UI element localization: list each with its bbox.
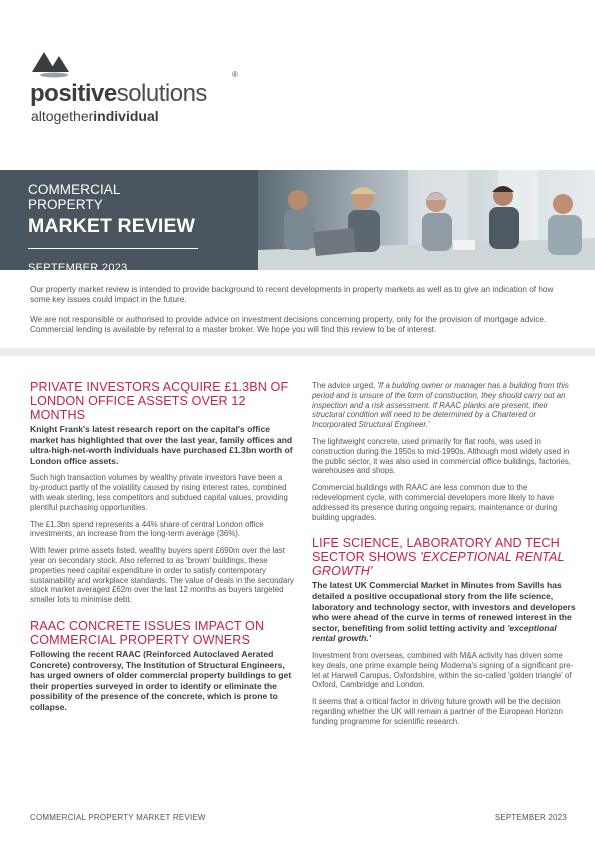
- right-column: [312, 381, 576, 727]
- intro-disclaimer: We are not responsible or authorised to provide advice on investment decisions concerning property, only for the provision of mortgage advice. Commercial lending is available by referral to a master broker. We hope you will find this review to be of interest.: [30, 315, 547, 334]
- article-heading-investors: PRIVATE INVESTORS ACQUIRE £1.3BN OF LONDON OFFICE ASSETS OVER 12 MONTHS: [30, 380, 289, 422]
- article-paragraph-quote: [312, 381, 576, 430]
- banner-text: [28, 180, 198, 270]
- meeting-photo: [258, 170, 595, 270]
- brand-wordmark: [30, 80, 207, 108]
- article-paragraph: The £1.3bn spend represents a 44% share of central London office investments, an increase from the long-term average (36%).: [30, 519, 264, 539]
- logo-mark-icon: [32, 52, 78, 78]
- article-lead-life-science: [312, 580, 576, 644]
- article-paragraph: The lightweight concrete, used primarily for flat roofs, was used in construction during the 1950s to mid-1990s. Although most widely used in the public sector, it was also used in commercial office buildings, factories, warehouses and shops.: [312, 436, 572, 476]
- article-heading-life-science: [312, 536, 576, 578]
- article-lead-investors: Knight Frank's latest research report on the capital's office market has highlighted that over the last year, family offices and ultra-high-net-worth individuals have purchased £1.3bn worth of London office assets.: [30, 424, 293, 466]
- page-footer: [30, 813, 567, 822]
- heading-emphasis: 'EXCEPTIONAL RENTAL GROWTH': [312, 550, 565, 579]
- article-paragraph: Such high transaction volumes by wealthy private investors have been a by-product partly of the volatility caused by rising interest rates, combined with weak sterling, less competitors and subdued capital values, providing plentiful purchasing opportunities.: [30, 473, 288, 512]
- brand-name-bold: positive: [30, 80, 117, 107]
- tagline-bold: individual: [93, 108, 159, 124]
- registered-mark: ®: [232, 70, 238, 79]
- title-banner: [0, 170, 595, 270]
- banner-title: MARKET REVIEW: [28, 215, 196, 237]
- quote-prefix: The advice urged,: [312, 381, 378, 390]
- intro-text: [30, 285, 570, 335]
- brand-tagline: [31, 108, 159, 124]
- article-lead-raac: Following the recent RAAC (Reinforced Autoclaved Aerated Concrete) controversy, The Institution of Structural Engineers, has urged owners of older commercial property buildings to get their properties surveyed in order to identify or eliminate the possibility of the presence of the concrete, which is prone to collapse.: [30, 648, 292, 712]
- banner-date: SEPTEMBER 2023: [28, 262, 128, 270]
- footer-date: SEPTEMBER 2023: [494, 813, 567, 822]
- tagline-light: altogether: [31, 108, 94, 124]
- article-paragraph: Commercial buildings with RAAC are less common due to the redevelopment cycle, with commercial developers more likely to have addressed its presence during ongoing repairs, maintenance or during building upgrades.: [312, 483, 558, 522]
- article-paragraph: It seems that a critical factor in driving future growth will be the decision regarding whether the UK will remain a partner of the European Horizon funding programme for scientific research.: [312, 697, 563, 726]
- left-column: [30, 380, 294, 713]
- article-heading-raac: RAAC CONCRETE ISSUES IMPACT ON COMMERCIAL PROPERTY OWNERS: [30, 618, 265, 647]
- brand-name-light: solutions: [116, 80, 207, 107]
- lead-emphasis: 'exceptional rental growth.': [312, 622, 557, 644]
- intro-paragraph: Our property market review is intended to provide background to recent developments in property markets as well as to give an indication of how some key issues could impact in the future.: [30, 285, 554, 304]
- banner-divider: [28, 248, 198, 249]
- section-divider: [0, 348, 595, 356]
- quote-text: 'If a building owner or manager has a building from this period and is unsure of the form of construction, they should carry out an inspection and a risk assessment. If RAAC planks are present, their structural condition will need to be determined by a Chartered or Incorporated Structural Engineer.': [312, 381, 569, 430]
- lead-plain: The latest UK Commercial Market in Minutes from Savills has detailed a positive occupational story from the life science, laboratory and technology sector, with investors and developers who were ahead of the curve in terms of renewed interest in the sector, benefiting from solid letting activity and: [312, 580, 576, 633]
- footer-title: COMMERCIAL PROPERTY MARKET REVIEW: [30, 813, 206, 822]
- brand-logo: [30, 52, 238, 124]
- article-paragraph: With fewer prime assets listed, wealthy buyers spent £690m over the last year on secondary stock. Also referred to as 'brown' buildings, these properties need capital expenditure in order to satisfy contemporary sustainability and workplace standards. The value of deals in the secondary stock market averaged £62m over the last 12 months as buyers targeted smaller lots to minimise debt.: [30, 546, 294, 605]
- heading-plain: LIFE SCIENCE, LABORATORY AND TECH SECTOR SHOWS: [312, 536, 560, 565]
- article-paragraph: Investment from overseas, combined with M&A activity has driven some key deals, one prime example being Moderna's signing of a significant pre-let at Harwell Campus, Oxfordshire, within the so-called 'golden triangle' of Oxford, Cambridge and London.: [312, 650, 574, 690]
- banner-kicker: COMMERCIAL PROPERTY: [28, 182, 121, 212]
